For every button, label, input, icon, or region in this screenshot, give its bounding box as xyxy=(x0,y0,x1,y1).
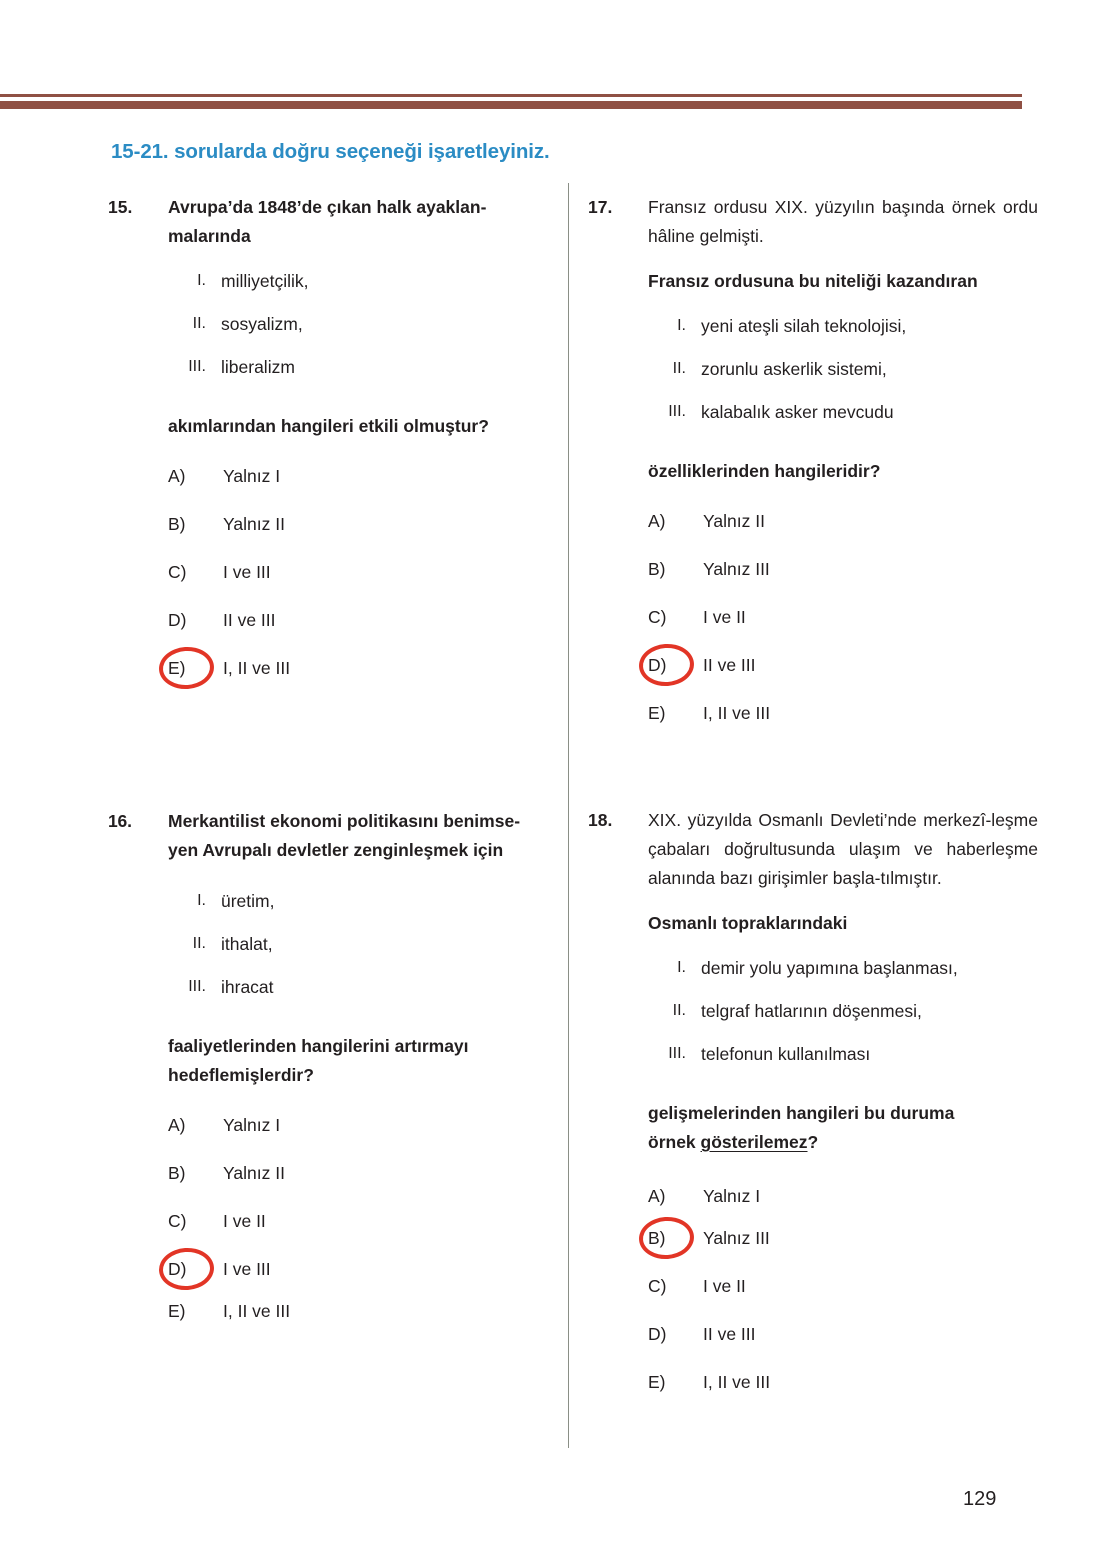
question-16-stem-line2: yen Avrupalı devletler zenginleşmek için xyxy=(168,840,504,860)
roman-text: ithalat, xyxy=(221,934,273,954)
option-letter: B) xyxy=(168,1163,186,1183)
option-text: Yalnız II xyxy=(703,511,765,531)
roman-numeral: III. xyxy=(188,358,206,375)
question-15-stem xyxy=(168,193,558,251)
option-letter: C) xyxy=(168,562,187,582)
roman-numeral: II. xyxy=(192,315,206,332)
question-16-number: 16. xyxy=(108,811,132,831)
question-18-options xyxy=(648,1183,1038,1395)
header-rule-thin xyxy=(0,94,1022,97)
option-letter: A) xyxy=(168,1115,186,1135)
question-15-prompt: akımlarından hangileri etkili olmuştur? xyxy=(168,416,489,436)
question-15-stem-line1: Avrupa’da 1848’de çıkan halk ayaklan- xyxy=(168,197,487,217)
option-letter: C) xyxy=(648,607,667,627)
option-d[interactable] xyxy=(168,607,558,633)
right-column xyxy=(588,193,1038,1417)
question-17-sub-prompt: Fransız ordusuna bu niteliği kazandıran xyxy=(648,271,978,291)
option-text: Yalnız I xyxy=(223,1115,281,1135)
option-letter: A) xyxy=(648,1186,666,1206)
option-text: Yalnız III xyxy=(703,1228,770,1248)
option-e[interactable] xyxy=(648,1369,1038,1395)
option-text: II ve III xyxy=(223,610,276,630)
option-a[interactable] xyxy=(168,463,558,489)
option-c[interactable] xyxy=(168,1208,558,1234)
question-16-body xyxy=(168,807,558,1324)
option-e[interactable] xyxy=(648,700,1038,726)
option-text: Yalnız II xyxy=(223,514,285,534)
roman-item xyxy=(648,954,1038,982)
roman-item xyxy=(648,997,1038,1025)
question-16-roman-list xyxy=(168,887,558,1001)
option-b[interactable] xyxy=(648,556,1038,582)
option-text: I ve II xyxy=(703,1276,746,1296)
option-text: I, II ve III xyxy=(703,703,771,723)
question-18-prompt xyxy=(648,1099,1038,1157)
option-d[interactable] xyxy=(168,1256,558,1282)
roman-text: kalabalık asker mevcudu xyxy=(701,402,894,422)
question-18-prompt-line1: gelişmelerinden hangileri bu duruma xyxy=(648,1103,955,1123)
roman-item xyxy=(648,312,1038,340)
roman-numeral: II. xyxy=(672,360,686,377)
roman-item xyxy=(648,1040,1038,1068)
option-d[interactable] xyxy=(648,1321,1038,1347)
option-a[interactable] xyxy=(648,508,1038,534)
option-text: II ve III xyxy=(703,655,756,675)
instruction-heading: 15-21. sorularda doğru seçeneği işaretleyiniz. xyxy=(111,140,550,163)
question-16-prompt-line2: hedeflemişlerdir? xyxy=(168,1065,314,1085)
option-text: I, II ve III xyxy=(703,1372,771,1392)
roman-item xyxy=(168,973,558,1001)
question-15 xyxy=(108,193,558,681)
question-16-options xyxy=(168,1112,558,1324)
roman-numeral: I. xyxy=(677,959,686,976)
question-15-body xyxy=(168,193,558,681)
roman-text: demir yolu yapımına başlanması, xyxy=(701,958,958,978)
roman-item xyxy=(648,355,1038,383)
roman-numeral: III. xyxy=(188,978,206,995)
option-c[interactable] xyxy=(648,1273,1038,1299)
question-18-prompt-underlined: gösterilemez xyxy=(700,1132,808,1152)
option-text: Yalnız I xyxy=(703,1186,761,1206)
option-text: I, II ve III xyxy=(223,658,291,678)
option-b[interactable] xyxy=(168,511,558,537)
question-18-roman-list xyxy=(648,954,1038,1068)
option-letter: D) xyxy=(648,1324,667,1344)
option-text: I ve III xyxy=(223,562,271,582)
question-17-prompt: özelliklerinden hangileridir? xyxy=(648,461,881,481)
roman-numeral: II. xyxy=(672,1002,686,1019)
option-letter: E) xyxy=(648,703,666,723)
question-18-sub-prompt: Osmanlı topraklarındaki xyxy=(648,913,848,933)
option-d[interactable] xyxy=(648,652,1038,678)
column-divider xyxy=(568,183,569,1448)
question-17-body xyxy=(648,193,1038,726)
question-16 xyxy=(108,807,558,1324)
roman-text: milliyetçilik, xyxy=(221,271,309,291)
roman-item xyxy=(168,267,558,295)
question-18-prompt-line2-after: ? xyxy=(807,1132,819,1152)
question-17-roman-list xyxy=(648,312,1038,426)
roman-numeral: III. xyxy=(668,403,686,420)
roman-text: yeni ateşli silah teknolojisi, xyxy=(701,316,907,336)
option-letter: A) xyxy=(648,511,666,531)
option-letter: B) xyxy=(648,559,666,579)
roman-item xyxy=(168,310,558,338)
roman-numeral: I. xyxy=(677,317,686,334)
roman-item xyxy=(648,398,1038,426)
question-17-options xyxy=(648,508,1038,726)
option-letter: C) xyxy=(648,1276,667,1296)
option-text: I, II ve III xyxy=(223,1301,291,1321)
question-18-body xyxy=(648,806,1038,1395)
page-number: 129 xyxy=(963,1488,997,1510)
roman-text: sosyalizm, xyxy=(221,314,303,334)
option-c[interactable] xyxy=(168,559,558,585)
option-a[interactable] xyxy=(168,1112,558,1138)
option-text: Yalnız III xyxy=(703,559,770,579)
roman-numeral: I. xyxy=(197,272,206,289)
roman-text: telefonun kullanılması xyxy=(701,1044,871,1064)
option-letter: C) xyxy=(168,1211,187,1231)
option-text: Yalnız I xyxy=(223,466,281,486)
roman-item xyxy=(168,353,558,381)
option-letter: E) xyxy=(168,1301,186,1321)
option-text: I ve II xyxy=(223,1211,266,1231)
question-16-prompt-line1: faaliyetlerinden hangilerini artırmayı xyxy=(168,1036,469,1056)
option-c[interactable] xyxy=(648,604,1038,630)
question-15-roman-list xyxy=(168,267,558,381)
question-17-number: 17. xyxy=(588,197,613,217)
question-18 xyxy=(588,806,1038,1395)
roman-numeral: I. xyxy=(197,892,206,909)
option-text: I ve II xyxy=(703,607,746,627)
question-15-number: 15. xyxy=(108,197,133,217)
roman-numeral: III. xyxy=(668,1045,686,1062)
option-letter: E) xyxy=(168,658,186,678)
roman-item xyxy=(168,887,558,915)
roman-text: üretim, xyxy=(221,891,275,911)
option-a[interactable] xyxy=(648,1183,1038,1209)
question-15-stem-line2: malarında xyxy=(168,226,251,246)
option-letter: E) xyxy=(648,1372,666,1392)
option-letter: B) xyxy=(648,1228,666,1248)
option-text: Yalnız II xyxy=(223,1163,285,1183)
roman-numeral: II. xyxy=(192,935,206,952)
question-18-stem: XIX. yüzyılda Osmanlı Devleti’nde merkezî-leşme çabaları doğrultusunda ulaşım ve haberleşme alanında bazı girişimler başla-tılmıştır. xyxy=(648,810,1038,888)
question-17-stem: Fransız ordusu XIX. yüzyılın başında örnek ordu hâline gelmişti. xyxy=(648,197,1038,246)
option-letter: A) xyxy=(168,466,186,486)
roman-item xyxy=(168,930,558,958)
option-b[interactable] xyxy=(168,1160,558,1186)
header-rule-thick xyxy=(0,101,1022,109)
option-e[interactable] xyxy=(168,655,558,681)
roman-text: liberalizm xyxy=(221,357,295,377)
option-letter: D) xyxy=(168,1259,187,1279)
option-letter: B) xyxy=(168,514,186,534)
question-15-options xyxy=(168,463,558,681)
question-17 xyxy=(588,193,1038,726)
question-16-prompt xyxy=(168,1032,558,1090)
option-text: I ve III xyxy=(223,1259,271,1279)
left-column xyxy=(108,193,558,1346)
option-letter: D) xyxy=(648,655,667,675)
roman-text: ihracat xyxy=(221,977,274,997)
question-18-prompt-line2-before: örnek xyxy=(648,1132,701,1152)
option-text: II ve III xyxy=(703,1324,756,1344)
roman-text: zorunlu askerlik sistemi, xyxy=(701,359,887,379)
option-b[interactable] xyxy=(648,1225,1038,1251)
question-18-number: 18. xyxy=(588,810,613,830)
roman-text: telgraf hatlarının döşenmesi, xyxy=(701,1001,922,1021)
option-e[interactable] xyxy=(168,1298,558,1324)
question-16-stem-line1: Merkantilist ekonomi politikasını benimse- xyxy=(168,811,521,831)
option-letter: D) xyxy=(168,610,187,630)
question-16-stem xyxy=(168,807,558,865)
